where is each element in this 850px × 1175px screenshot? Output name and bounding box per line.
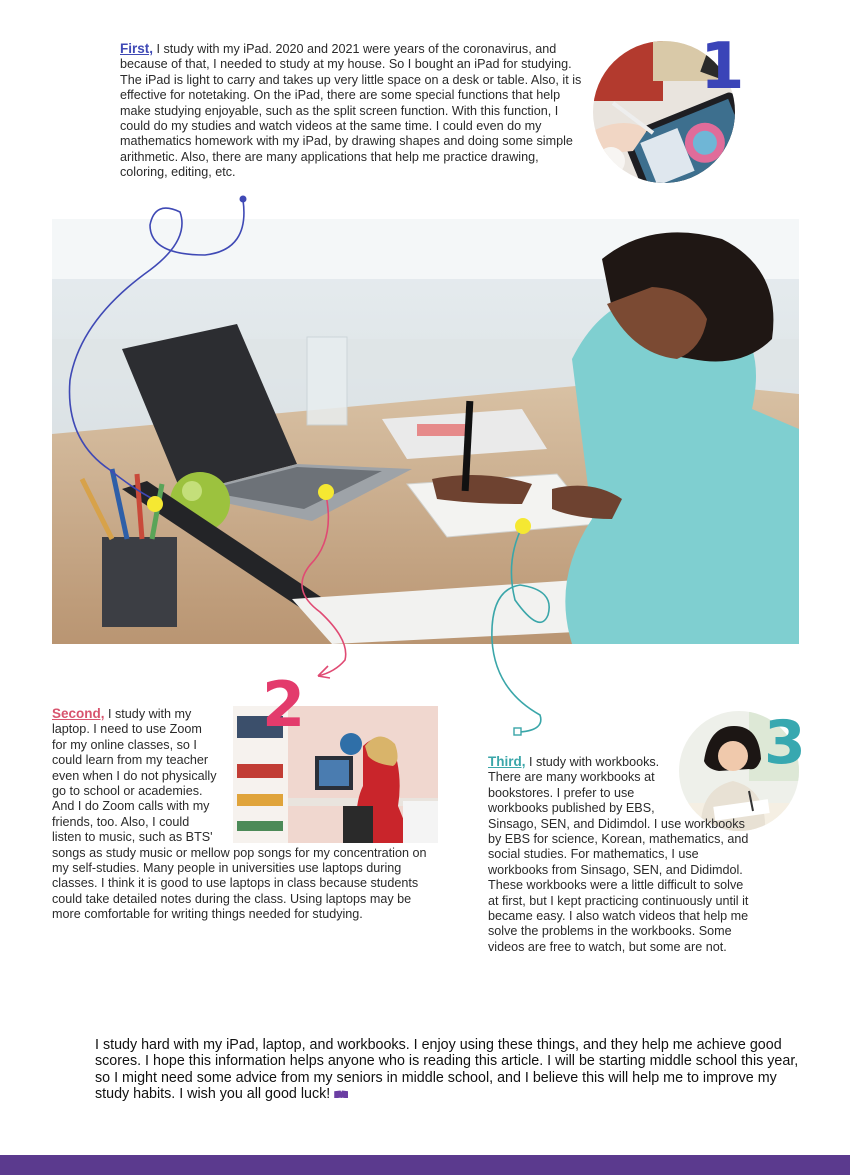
hero-study-photo (52, 219, 799, 644)
section-third-text: I study with workbooks. There are many workbooks at bookstores. I prefer to use workbooks published by EBS, Sinsago, SEN, and Didimdol. I use workbooks by EBS for science, Korean, mathematics, and social studies. For mathematics, I use workbooks from Sinsago, SEN, and Didimdol. These workbooks were a little difficult to solve at first, but I kept practicing continuously until it became easy. I also watch videos that help me solve the problems in the workbooks. Some videos are free to watch, but some are not. (488, 755, 749, 954)
book-icon (334, 1090, 348, 1098)
section-first-lead: First, (120, 41, 154, 56)
section-first-text: I study with my iPad. 2020 and 2021 were years of the coronavirus, and because of that, I needed to study at my house. So I bought an iPad for studying. The iPad is light to carry and takes up very little space on a desk or table. Also, it is effective for notetaking. On the iPad, there are some special functions that help make studying enjoyable, such as the split screen function. With this function, I could do my studies and watch videos at the same time. I could even do my mathematics homework with my iPad, by drawing shapes and doing some simple arithmetic. Also, there are many applications that help me practice drawing, coloring, editing, etc. (120, 42, 582, 180)
section-number-3: 3 (764, 708, 806, 778)
section-second-paragraph (52, 706, 432, 923)
section-number-2: 2 (262, 668, 306, 741)
closing-text: I study hard with my iPad, laptop, and workbooks. I enjoy using these things, and they help me achieve good scores. I hope this information helps anyone who is reading this article. I will be starting middle school this year, so I might need some advice from my seniors in middle school, and I believe this will help me to improve my study habits. I wish you all good luck! (95, 1037, 799, 1103)
closing-paragraph (95, 1037, 805, 1103)
section-third-paragraph (488, 754, 753, 955)
section-first-paragraph (120, 41, 585, 181)
section-second-text: I study with my laptop. I need to use Zoom for my online classes, so I could learn from my teacher even when I do not physically go to school or academies. And I do Zoom calls with my friends, too. Also, I could listen to music, such as BTS' songs as study music or mellow pop songs for my concentration on my self-studies. Many people in universities use laptops during classes. I think it is good to use laptops in class because students could take detailed notes during the class. Using laptops may be more comfortable for writing things needed for studying. (52, 707, 427, 922)
section-third-lead: Third, (488, 754, 526, 769)
section-number-1: 1 (700, 30, 745, 104)
footer-bar (0, 1155, 850, 1175)
section-second-lead: Second, (52, 706, 105, 721)
